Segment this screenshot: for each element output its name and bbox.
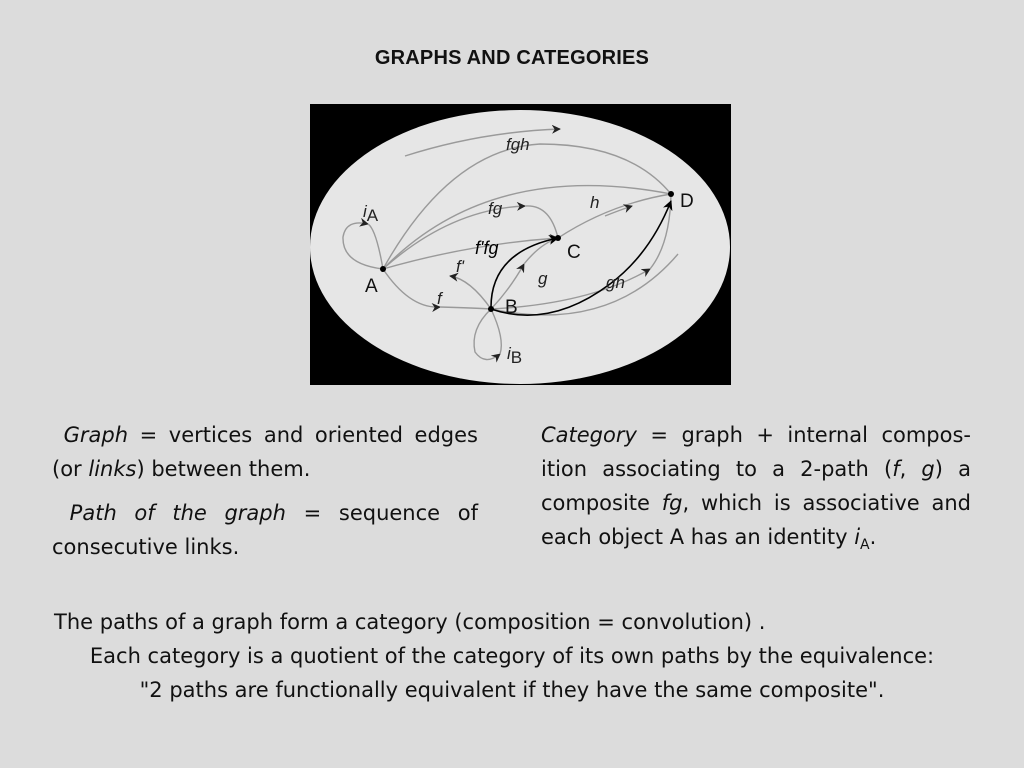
vertex-C-dot [555,235,561,241]
graph-term: Graph [63,423,129,447]
vertex-D-label: D [680,191,694,212]
f-term: f [892,457,900,481]
graph-def-a: = vertices and oriented edges (or [52,423,478,481]
summary-line-1: The paths of a graph form a category (composition = convolution) . [54,610,766,634]
category-definition [541,418,971,562]
category-def-c: , which is associative and each object A has an identity [541,491,971,549]
vertex-B-label: B [505,297,518,318]
path-def: = sequence of consecutive links. [52,501,478,559]
vertex-C-label: C [567,242,581,263]
vertex-A-label: A [365,276,378,297]
category-definition-column [541,418,971,562]
vertex-B-dot [488,306,494,312]
graph-diagram [310,104,731,385]
label-fprime: f' [456,257,464,276]
category-def-a: = graph + internal compos-ition associating to a 2-path ( [541,423,971,481]
graph-def-b: ) between them. [136,457,311,481]
label-iB-sub: B [510,348,523,367]
summary-line-3: "2 paths are functionally equivalent if they have the same composite". [139,678,885,702]
vertex-D-dot [668,191,674,197]
g-term: g [921,457,935,481]
slide-title: GRAPHS AND CATEGORIES [374,47,650,69]
label-fprime-fg: f'fg [475,238,499,258]
comma: , [899,457,922,481]
fg-term: fg [661,491,683,515]
path-definition [52,496,478,564]
label-iA-sub: A [366,206,379,225]
graph-definition [52,418,478,486]
graph-definition-column [52,418,478,564]
category-def-b: ) a composite [541,457,971,515]
links-term: links [88,457,137,481]
label-g: g [538,269,548,288]
category-term: Category [541,423,637,447]
label-f: f [437,289,442,308]
label-fg: fg [488,199,503,218]
label-fgh: fgh [506,135,530,154]
identity-sub: A [860,537,870,554]
path-term: Path of the graph [69,501,286,525]
summary-line-2: Each category is a quotient of the category of its own paths by the equivalence: [89,644,935,668]
label-iA-letter: i [363,202,367,221]
period: . [869,525,877,549]
label-h: h [590,193,600,212]
label-gh: gh [606,273,625,292]
vertex-A-dot [380,266,386,272]
label-iB-letter: i [507,344,511,363]
identity-i: i [854,525,861,549]
